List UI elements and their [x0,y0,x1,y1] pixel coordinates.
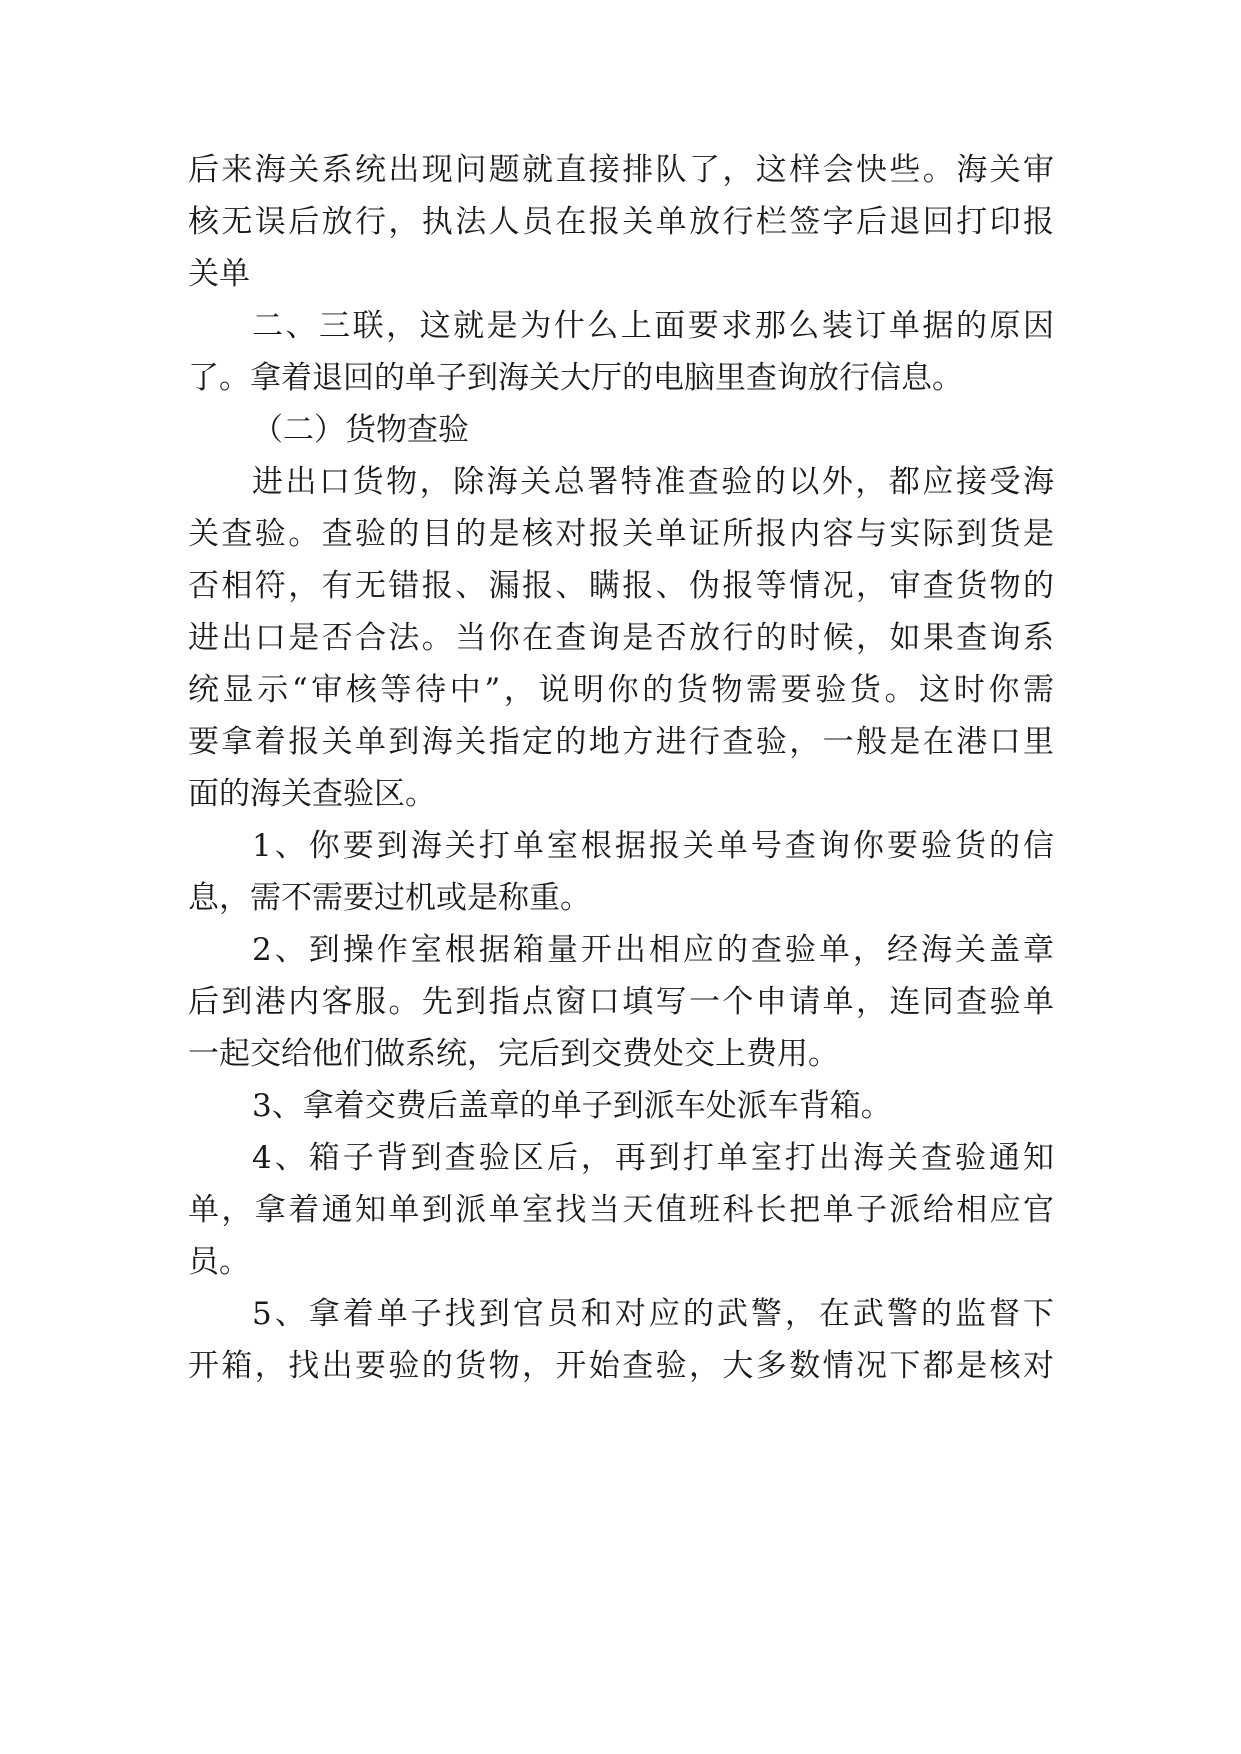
body-line: 进出口是否合法。当你在查询是否放行的时候，如果查询系 [188,620,1054,656]
body-line: 核无误后放行，执法人员在报关单放行栏签字后退回打印报 [188,204,1054,240]
body-line: 面的海关查验区。 [188,776,436,812]
body-line: 员。 [188,1244,250,1280]
body-line: 一起交给他们做系统，完后到交费处交上费用。 [188,1036,839,1072]
body-line: 开箱，找出要验的货物，开始查验，大多数情况下都是核对 [188,1348,1054,1384]
body-line: 单，拿着通知单到派单室找当天值班科长把单子派给相应官 [188,1192,1054,1228]
section-heading: （二）货物查验 [252,412,469,448]
body-line: 5、拿着单子找到官员和对应的武警，在武警的监督下 [252,1296,1054,1332]
body-line: 关查验。查验的目的是核对报关单证所报内容与实际到货是 [188,516,1054,552]
body-line: 否相符，有无错报、漏报、瞒报、伪报等情况，审查货物的 [188,568,1054,604]
body-line: 进出口货物，除海关总署特准查验的以外，都应接受海 [252,464,1054,500]
body-line: 关单 [188,256,250,292]
body-line: 2、到操作室根据箱量开出相应的查验单，经海关盖章 [252,932,1054,968]
body-line: 后来海关系统出现问题就直接排队了，这样会快些。海关审 [188,152,1054,188]
body-line: 息，需不需要过机或是称重。 [188,880,591,916]
body-line: 1、你要到海关打单室根据报关单号查询你要验货的信 [252,828,1054,864]
body-line: 统显示“审核等待中”，说明你的货物需要验货。这时你需 [188,672,1054,708]
body-line: 后到港内客服。先到指点窗口填写一个申请单，连同查验单 [188,984,1054,1020]
body-line: 二、三联，这就是为什么上面要求那么装订单据的原因 [252,308,1054,344]
body-line: 3、拿着交费后盖章的单子到派车处派车背箱。 [252,1088,892,1124]
body-line: 4、箱子背到查验区后，再到打单室打出海关查验通知 [252,1140,1054,1176]
body-line: 了。拿着退回的单子到海关大厅的电脑里查询放行信息。 [188,360,963,396]
body-line: 要拿着报关单到海关指定的地方进行查验，一般是在港口里 [188,724,1054,760]
